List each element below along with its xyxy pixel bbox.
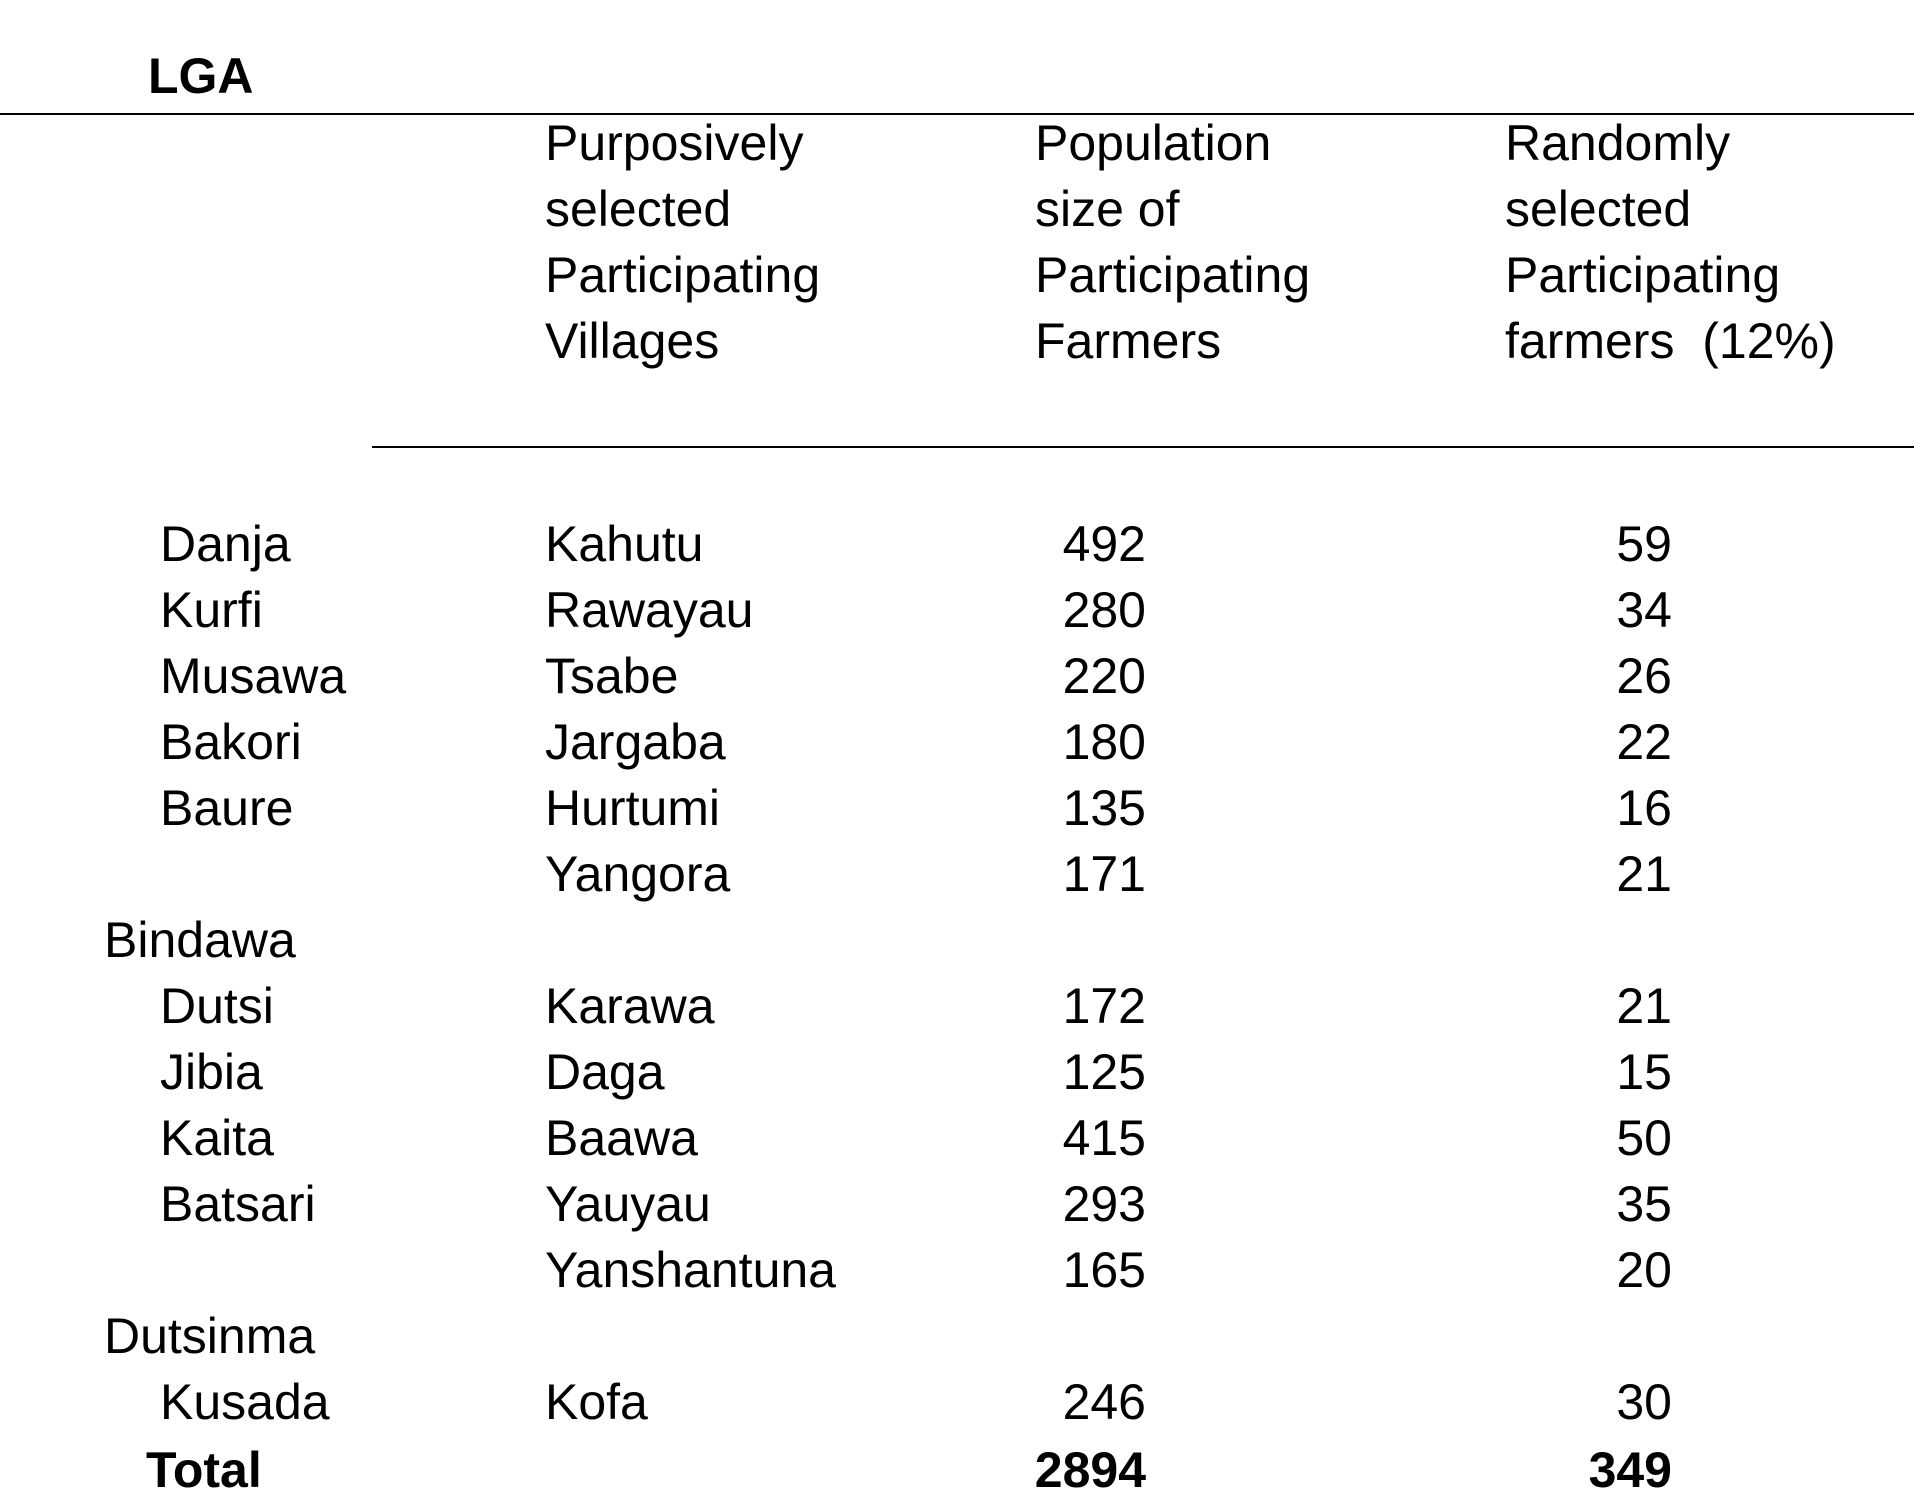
population-cell: 246 xyxy=(1062,1374,1146,1430)
lga-cell: Kusada xyxy=(160,1374,330,1430)
population-cell: 293 xyxy=(1062,1176,1146,1232)
village-cell: Yauyau xyxy=(545,1176,711,1232)
population-cell: 172 xyxy=(1062,978,1146,1034)
village-cell: Tsabe xyxy=(545,648,679,704)
village-cell: Daga xyxy=(545,1044,665,1100)
header-bottom-rule xyxy=(372,446,1914,448)
lga-cell: Jibia xyxy=(160,1044,263,1100)
village-cell: Rawayau xyxy=(545,582,754,638)
population-cell: 220 xyxy=(1062,648,1146,704)
village-cell: Kahutu xyxy=(545,516,704,572)
village-cell: Hurtumi xyxy=(545,780,721,836)
population-header-line: size of xyxy=(1035,181,1180,237)
selected-cell: 30 xyxy=(1616,1374,1672,1430)
random-header-line: Randomly xyxy=(1505,115,1731,171)
selected-cell: 21 xyxy=(1616,846,1672,902)
villages-column-header xyxy=(545,110,820,374)
villages-header-line: selected xyxy=(545,181,732,237)
selected-cell: 20 xyxy=(1616,1242,1672,1298)
total-label: Total xyxy=(146,1442,262,1498)
population-cell: 135 xyxy=(1062,780,1146,836)
population-cell: 171 xyxy=(1062,846,1146,902)
lga-cell: Dutsi xyxy=(160,978,274,1034)
selected-cell: 21 xyxy=(1616,978,1672,1034)
population-cell: 125 xyxy=(1062,1044,1146,1100)
village-cell: Baawa xyxy=(545,1110,698,1166)
population-cell: 165 xyxy=(1062,1242,1146,1298)
lga-cell: Kurfi xyxy=(160,582,263,638)
village-cell: Yanshantuna xyxy=(545,1242,836,1298)
population-header-line: Participating xyxy=(1035,247,1311,303)
village-cell: Karawa xyxy=(545,978,715,1034)
villages-header-line: Villages xyxy=(545,313,720,369)
random-header-line: farmers (12%) xyxy=(1505,313,1836,369)
population-column-header xyxy=(1035,110,1310,374)
selected-cell: 26 xyxy=(1616,648,1672,704)
selected-cell: 35 xyxy=(1616,1176,1672,1232)
villages-header-line: Purposively xyxy=(545,115,804,171)
selected-cell: 59 xyxy=(1616,516,1672,572)
village-cell: Yangora xyxy=(545,846,731,902)
random-header-line: selected xyxy=(1505,181,1692,237)
group-label: Bindawa xyxy=(104,912,296,968)
random-column-header xyxy=(1505,110,1836,374)
selected-cell: 15 xyxy=(1616,1044,1672,1100)
village-cell: Kofa xyxy=(545,1374,648,1430)
selected-cell: 16 xyxy=(1616,780,1672,836)
selected-cell: 22 xyxy=(1616,714,1672,770)
group-label: Dutsinma xyxy=(104,1308,316,1364)
total-selected: 349 xyxy=(1588,1442,1672,1498)
population-header-line: Farmers xyxy=(1035,313,1222,369)
population-cell: 415 xyxy=(1062,1110,1146,1166)
selected-cell: 50 xyxy=(1616,1110,1672,1166)
villages-header-line: Participating xyxy=(545,247,821,303)
population-header-line: Population xyxy=(1035,115,1272,171)
lga-cell: Bakori xyxy=(160,714,302,770)
selected-cell: 34 xyxy=(1616,582,1672,638)
lga-cell: Batsari xyxy=(160,1176,316,1232)
village-cell: Jargaba xyxy=(545,714,726,770)
lga-column-header: LGA xyxy=(148,48,254,104)
population-cell: 492 xyxy=(1062,516,1146,572)
random-header-line: Participating xyxy=(1505,247,1781,303)
lga-cell: Musawa xyxy=(160,648,347,704)
lga-cell: Baure xyxy=(160,780,294,836)
population-cell: 280 xyxy=(1062,582,1146,638)
total-population: 2894 xyxy=(1034,1442,1146,1498)
lga-cell: Danja xyxy=(160,516,291,572)
lga-cell: Kaita xyxy=(160,1110,274,1166)
population-cell: 180 xyxy=(1062,714,1146,770)
